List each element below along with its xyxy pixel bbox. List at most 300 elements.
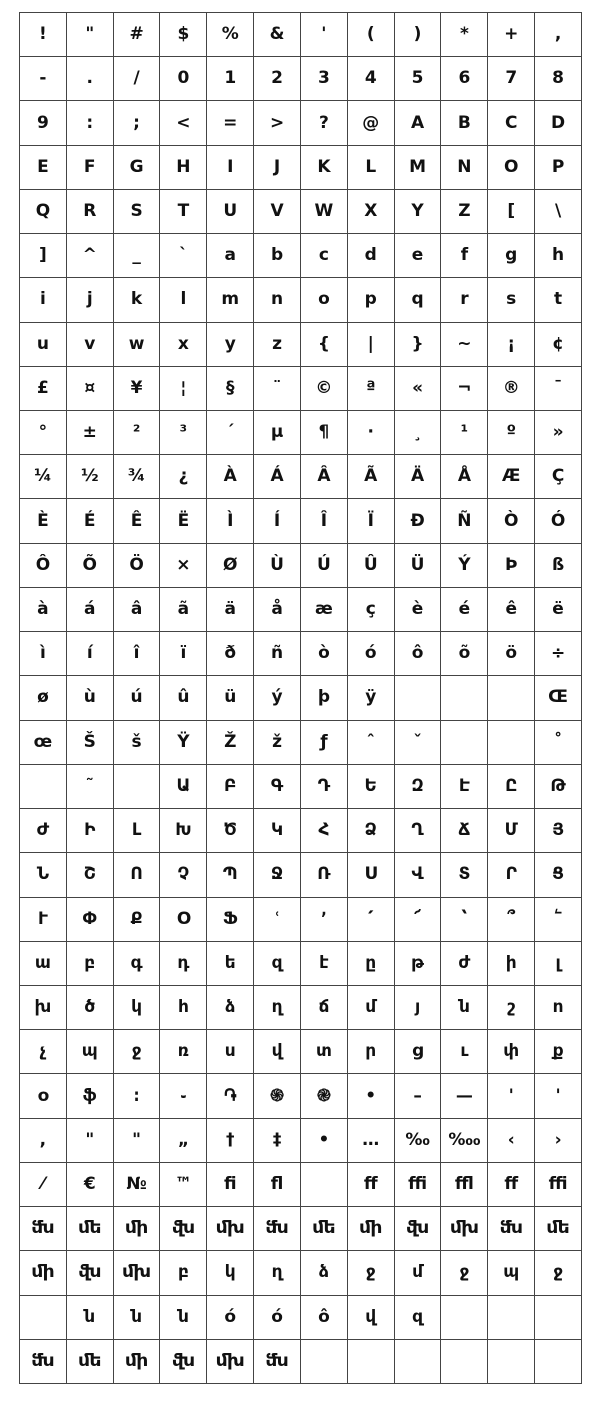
glyph-cell: µ [254, 411, 301, 455]
glyph-cell: Ք [114, 898, 161, 942]
glyph-cell: Ջ [254, 853, 301, 897]
glyph-cell: ' [535, 1074, 582, 1118]
glyph-cell: ն [160, 1296, 207, 1340]
glyph-cell: Y [395, 190, 442, 234]
glyph-cell: Ô [20, 544, 67, 588]
glyph-cell: ց [395, 1030, 442, 1074]
glyph-cell: Հ [301, 809, 348, 853]
glyph-cell: Ն [20, 853, 67, 897]
glyph-cell: / [114, 57, 161, 101]
glyph-cell: { [301, 323, 348, 367]
glyph-cell: հ [160, 986, 207, 1030]
glyph-cell: ½ [67, 455, 114, 499]
glyph-cell: _ [114, 234, 161, 278]
glyph-cell: ﬖ [160, 1207, 207, 1251]
glyph-cell: ﬗ [207, 1207, 254, 1251]
glyph-cell: Â [301, 455, 348, 499]
glyph-cell: Š [67, 721, 114, 765]
glyph-cell: J [254, 146, 301, 190]
glyph-cell: ± [67, 411, 114, 455]
glyph-cell: 0 [160, 57, 207, 101]
glyph-table [19, 12, 582, 1384]
glyph-cell: r [441, 278, 488, 322]
glyph-cell: Ž [207, 721, 254, 765]
glyph-cell: … [348, 1119, 395, 1163]
glyph-cell: ո [535, 986, 582, 1030]
glyph-cell: " [114, 1119, 161, 1163]
glyph-cell: Ê [114, 499, 161, 543]
glyph-cell: ճ [301, 986, 348, 1030]
glyph-cell: ¶ [301, 411, 348, 455]
glyph-cell: Խ [160, 809, 207, 853]
glyph-cell: ] [20, 234, 67, 278]
glyph-cell [488, 1296, 535, 1340]
glyph-cell [348, 1340, 395, 1384]
glyph-cell: լ [535, 942, 582, 986]
glyph-cell: ﬗ [114, 1251, 161, 1295]
glyph-cell: ; [114, 101, 161, 145]
glyph-cell: " [67, 13, 114, 57]
glyph-cell [535, 1340, 582, 1384]
glyph-cell: ՟ [535, 898, 582, 942]
glyph-cell: < [160, 101, 207, 145]
glyph-cell: M [395, 146, 442, 190]
glyph-cell: V [254, 190, 301, 234]
glyph-cell: 5 [395, 57, 442, 101]
glyph-cell: k [114, 278, 161, 322]
glyph-cell: ¼ [20, 455, 67, 499]
glyph-cell: ։ [114, 1074, 161, 1118]
glyph-cell: ä [207, 588, 254, 632]
glyph-cell: կ [114, 986, 161, 1030]
glyph-cell: L [348, 146, 395, 190]
glyph-cell: ֏ [207, 1074, 254, 1118]
glyph-cell [488, 1340, 535, 1384]
glyph-cell: ﬕ [114, 1340, 161, 1384]
glyph-cell: ﬖ [67, 1251, 114, 1295]
glyph-cell: ¢ [535, 323, 582, 367]
glyph-cell: P [535, 146, 582, 190]
glyph-cell: Ց [535, 853, 582, 897]
glyph-cell: Z [441, 190, 488, 234]
glyph-cell: ս [207, 1030, 254, 1074]
glyph-cell: $ [160, 13, 207, 57]
glyph-cell: Ã [348, 455, 395, 499]
glyph-cell: ¿ [160, 455, 207, 499]
glyph-cell: Ö [114, 544, 161, 588]
glyph-cell: q [395, 278, 442, 322]
glyph-cell: | [348, 323, 395, 367]
glyph-cell [301, 1340, 348, 1384]
glyph-cell: — [441, 1074, 488, 1118]
glyph-cell: & [254, 13, 301, 57]
glyph-cell [20, 1296, 67, 1340]
glyph-cell: ˜ [67, 765, 114, 809]
glyph-cell: % [207, 13, 254, 57]
glyph-cell: Վ [395, 853, 442, 897]
glyph-cell: ն [441, 986, 488, 1030]
glyph-cell: © [301, 367, 348, 411]
glyph-cell: Õ [67, 544, 114, 588]
glyph-cell [441, 676, 488, 720]
glyph-cell: † [207, 1119, 254, 1163]
glyph-cell: t [535, 278, 582, 322]
glyph-cell: Ե [348, 765, 395, 809]
glyph-cell: ֆ [67, 1074, 114, 1118]
glyph-cell: ժ [441, 942, 488, 986]
glyph-cell: í [67, 632, 114, 676]
glyph-cell: ^ [67, 234, 114, 278]
glyph-cell: Ï [348, 499, 395, 543]
glyph-cell: ծ [67, 986, 114, 1030]
glyph-cell: ù [67, 676, 114, 720]
glyph-cell: ÷ [535, 632, 582, 676]
glyph-cell: Դ [301, 765, 348, 809]
glyph-cell: w [114, 323, 161, 367]
glyph-cell: ﬃ [395, 1163, 442, 1207]
glyph-cell [488, 676, 535, 720]
glyph-cell: @ [348, 101, 395, 145]
glyph-cell: ª [348, 367, 395, 411]
glyph-cell: Տ [441, 853, 488, 897]
glyph-cell: I [207, 146, 254, 190]
glyph-cell: º [488, 411, 535, 455]
glyph-cell: õ [441, 632, 488, 676]
glyph-cell: W [301, 190, 348, 234]
glyph-cell: â [114, 588, 161, 632]
glyph-cell: ™ [160, 1163, 207, 1207]
glyph-cell: Ա [160, 765, 207, 809]
glyph-cell: „ [160, 1119, 207, 1163]
glyph-cell: î [114, 632, 161, 676]
glyph-cell: ò [301, 632, 348, 676]
glyph-cell: g [488, 234, 535, 278]
glyph-cell: Œ [535, 676, 582, 720]
glyph-cell: Å [441, 455, 488, 499]
glyph-cell: ն [114, 1296, 161, 1340]
glyph-cell: Կ [254, 809, 301, 853]
glyph-cell: m [207, 278, 254, 322]
glyph-cell: > [254, 101, 301, 145]
glyph-cell: ﬔ [301, 1207, 348, 1251]
glyph-cell: Ս [348, 853, 395, 897]
glyph-cell: ô [395, 632, 442, 676]
glyph-cell: ê [488, 588, 535, 632]
glyph-cell: ô [301, 1296, 348, 1340]
glyph-cell: ﬄ [441, 1163, 488, 1207]
glyph-cell: ç [348, 588, 395, 632]
glyph-cell: ջ [535, 1251, 582, 1295]
glyph-cell: Ð [395, 499, 442, 543]
glyph-cell: բ [160, 1251, 207, 1295]
glyph-cell: j [67, 278, 114, 322]
glyph-cell: Ý [441, 544, 488, 588]
glyph-cell: › [535, 1119, 582, 1163]
glyph-cell: ' [488, 1074, 535, 1118]
glyph-cell: Á [254, 455, 301, 499]
glyph-cell: – [395, 1074, 442, 1118]
glyph-cell: ﬖ [160, 1340, 207, 1384]
glyph-cell: ð [207, 632, 254, 676]
glyph-cell: ՝ [441, 898, 488, 942]
glyph-cell: " [67, 1119, 114, 1163]
glyph-cell: ﬗ [441, 1207, 488, 1251]
glyph-cell: ~ [441, 323, 488, 367]
glyph-cell: ﬔ [67, 1340, 114, 1384]
glyph-cell: ﬕ [348, 1207, 395, 1251]
glyph-cell: á [67, 588, 114, 632]
glyph-cell: 7 [488, 57, 535, 101]
glyph-cell: չ [20, 1030, 67, 1074]
glyph-cell: Q [20, 190, 67, 234]
glyph-cell: ՞ [488, 898, 535, 942]
glyph-cell: š [114, 721, 161, 765]
glyph-cell: Չ [160, 853, 207, 897]
glyph-cell: ³ [160, 411, 207, 455]
glyph-cell: f [441, 234, 488, 278]
glyph-cell: կ [207, 1251, 254, 1295]
glyph-cell: Զ [395, 765, 442, 809]
glyph-cell: պ [67, 1030, 114, 1074]
glyph-cell: å [254, 588, 301, 632]
glyph-cell: ﬀ [348, 1163, 395, 1207]
glyph-cell: Î [301, 499, 348, 543]
glyph-cell: ﬓ [20, 1207, 67, 1251]
glyph-cell: e [395, 234, 442, 278]
glyph-cell: [ [488, 190, 535, 234]
glyph-cell: Ծ [207, 809, 254, 853]
glyph-cell: o [301, 278, 348, 322]
glyph-cell: ﬕ [114, 1207, 161, 1251]
glyph-cell: 3 [301, 57, 348, 101]
glyph-cell: Ժ [20, 809, 67, 853]
glyph-cell: Ú [301, 544, 348, 588]
glyph-cell: ˇ [395, 721, 442, 765]
glyph-cell: օ [20, 1074, 67, 1118]
glyph-cell: ˚ [535, 721, 582, 765]
glyph-cell: Պ [207, 853, 254, 897]
glyph-cell: թ [395, 942, 442, 986]
glyph-cell: ö [488, 632, 535, 676]
glyph-cell: ֎ [301, 1074, 348, 1118]
glyph-cell: Փ [67, 898, 114, 942]
glyph-cell: œ [20, 721, 67, 765]
glyph-cell: } [395, 323, 442, 367]
glyph-cell: ñ [254, 632, 301, 676]
glyph-cell: 1 [207, 57, 254, 101]
glyph-cell: = [207, 101, 254, 145]
glyph-cell: ր [348, 1030, 395, 1074]
glyph-cell: a [207, 234, 254, 278]
glyph-cell: վ [348, 1296, 395, 1340]
glyph-cell: ը [348, 942, 395, 986]
glyph-cell: ֊ [160, 1074, 207, 1118]
glyph-cell: \ [535, 190, 582, 234]
glyph-cell: Ղ [395, 809, 442, 853]
glyph-cell: • [348, 1074, 395, 1118]
glyph-cell: տ [301, 1030, 348, 1074]
glyph-cell: ւ [441, 1030, 488, 1074]
glyph-cell: 9 [20, 101, 67, 145]
glyph-cell: : [67, 101, 114, 145]
glyph-cell: # [114, 13, 161, 57]
glyph-cell: ﬖ [395, 1207, 442, 1251]
glyph-cell: l [160, 278, 207, 322]
glyph-cell: Ճ [441, 809, 488, 853]
glyph-cell: ՛ [348, 898, 395, 942]
glyph-cell: £ [20, 367, 67, 411]
glyph-cell: i [20, 278, 67, 322]
glyph-cell: ¡ [488, 323, 535, 367]
glyph-cell: ﬁ [207, 1163, 254, 1207]
glyph-cell: ï [160, 632, 207, 676]
glyph-cell: ռ [160, 1030, 207, 1074]
glyph-cell: ﬓ [254, 1207, 301, 1251]
glyph-cell: F [67, 146, 114, 190]
glyph-cell: ջ [441, 1251, 488, 1295]
glyph-cell: ղ [254, 1251, 301, 1295]
glyph-cell: ¹ [441, 411, 488, 455]
glyph-cell: ? [301, 101, 348, 145]
glyph-cell: ø [20, 676, 67, 720]
glyph-cell: ƒ [301, 721, 348, 765]
glyph-cell: € [67, 1163, 114, 1207]
glyph-cell: Ւ [20, 898, 67, 942]
glyph-cell: ﬀ [488, 1163, 535, 1207]
glyph-cell: Ë [160, 499, 207, 543]
glyph-cell: Æ [488, 455, 535, 499]
glyph-cell: զ [254, 942, 301, 986]
glyph-cell: Ø [207, 544, 254, 588]
glyph-cell: • [301, 1119, 348, 1163]
glyph-cell: ﬂ [254, 1163, 301, 1207]
glyph-cell: Ո [114, 853, 161, 897]
glyph-cell: ﬗ [207, 1340, 254, 1384]
glyph-cell: d [348, 234, 395, 278]
glyph-cell: O [488, 146, 535, 190]
glyph-cell: Í [254, 499, 301, 543]
glyph-cell [441, 1296, 488, 1340]
glyph-cell: ) [395, 13, 442, 57]
glyph-cell: ó [348, 632, 395, 676]
glyph-cell: T [160, 190, 207, 234]
glyph-cell: h [535, 234, 582, 278]
glyph-cell: æ [301, 588, 348, 632]
glyph-cell: A [395, 101, 442, 145]
glyph-cell: G [114, 146, 161, 190]
glyph-cell: Օ [160, 898, 207, 942]
glyph-cell: ա [20, 942, 67, 986]
glyph-cell: Ռ [301, 853, 348, 897]
glyph-cell: ¨ [254, 367, 301, 411]
glyph-cell: U [207, 190, 254, 234]
glyph-cell: ú [114, 676, 161, 720]
glyph-cell [20, 765, 67, 809]
glyph-cell: × [160, 544, 207, 588]
glyph-cell: ﬔ [535, 1207, 582, 1251]
glyph-cell: ¬ [441, 367, 488, 411]
glyph-cell: ¥ [114, 367, 161, 411]
glyph-cell: ¸ [395, 411, 442, 455]
glyph-cell: N [441, 146, 488, 190]
glyph-cell: դ [160, 942, 207, 986]
glyph-cell: é [441, 588, 488, 632]
glyph-cell [535, 1296, 582, 1340]
glyph-cell: ձ [301, 1251, 348, 1295]
glyph-cell: ` [160, 234, 207, 278]
glyph-cell: b [254, 234, 301, 278]
glyph-cell: վ [254, 1030, 301, 1074]
glyph-cell: ﬓ [254, 1340, 301, 1384]
glyph-cell: , [20, 1119, 67, 1163]
glyph-cell: ë [535, 588, 582, 632]
glyph-cell: E [20, 146, 67, 190]
glyph-cell: ó [254, 1296, 301, 1340]
glyph-cell: Բ [207, 765, 254, 809]
glyph-cell: ՙ [254, 898, 301, 942]
glyph-cell: Ò [488, 499, 535, 543]
glyph-cell: x [160, 323, 207, 367]
glyph-cell: ﬔ [67, 1207, 114, 1251]
glyph-cell: Ÿ [160, 721, 207, 765]
glyph-cell: ° [20, 411, 67, 455]
glyph-cell: R [67, 190, 114, 234]
glyph-cell: ü [207, 676, 254, 720]
glyph-cell: ՜ [395, 898, 442, 942]
glyph-cell: u [20, 323, 67, 367]
glyph-cell: H [160, 146, 207, 190]
glyph-cell: ß [535, 544, 582, 588]
glyph-cell: է [301, 942, 348, 986]
glyph-cell: ⁄ [20, 1163, 67, 1207]
glyph-cell: ﬓ [488, 1207, 535, 1251]
glyph-cell: ˆ [348, 721, 395, 765]
glyph-cell: * [441, 13, 488, 57]
glyph-cell: È [20, 499, 67, 543]
glyph-cell: ի [488, 942, 535, 986]
glyph-cell: յ [395, 986, 442, 1030]
glyph-cell: Ù [254, 544, 301, 588]
glyph-cell: Ç [535, 455, 582, 499]
glyph-cell: C [488, 101, 535, 145]
glyph-cell: ² [114, 411, 161, 455]
glyph-cell: ¦ [160, 367, 207, 411]
glyph-cell: Ձ [348, 809, 395, 853]
glyph-cell: Ñ [441, 499, 488, 543]
glyph-cell: z [254, 323, 301, 367]
glyph-cell: v [67, 323, 114, 367]
glyph-cell: շ [488, 986, 535, 1030]
glyph-cell: ! [20, 13, 67, 57]
glyph-cell: ‹ [488, 1119, 535, 1163]
glyph-cell: Þ [488, 544, 535, 588]
glyph-cell: ﬓ [20, 1340, 67, 1384]
glyph-cell [488, 721, 535, 765]
glyph-cell: « [395, 367, 442, 411]
glyph-cell: É [67, 499, 114, 543]
glyph-cell: ® [488, 367, 535, 411]
glyph-cell: Ì [207, 499, 254, 543]
glyph-cell: Յ [535, 809, 582, 853]
glyph-cell: À [207, 455, 254, 499]
glyph-cell: ջ [348, 1251, 395, 1295]
glyph-cell: û [160, 676, 207, 720]
glyph-cell: + [488, 13, 535, 57]
glyph-cell: · [348, 411, 395, 455]
glyph-cell: c [301, 234, 348, 278]
glyph-cell: 4 [348, 57, 395, 101]
glyph-cell: ‡ [254, 1119, 301, 1163]
